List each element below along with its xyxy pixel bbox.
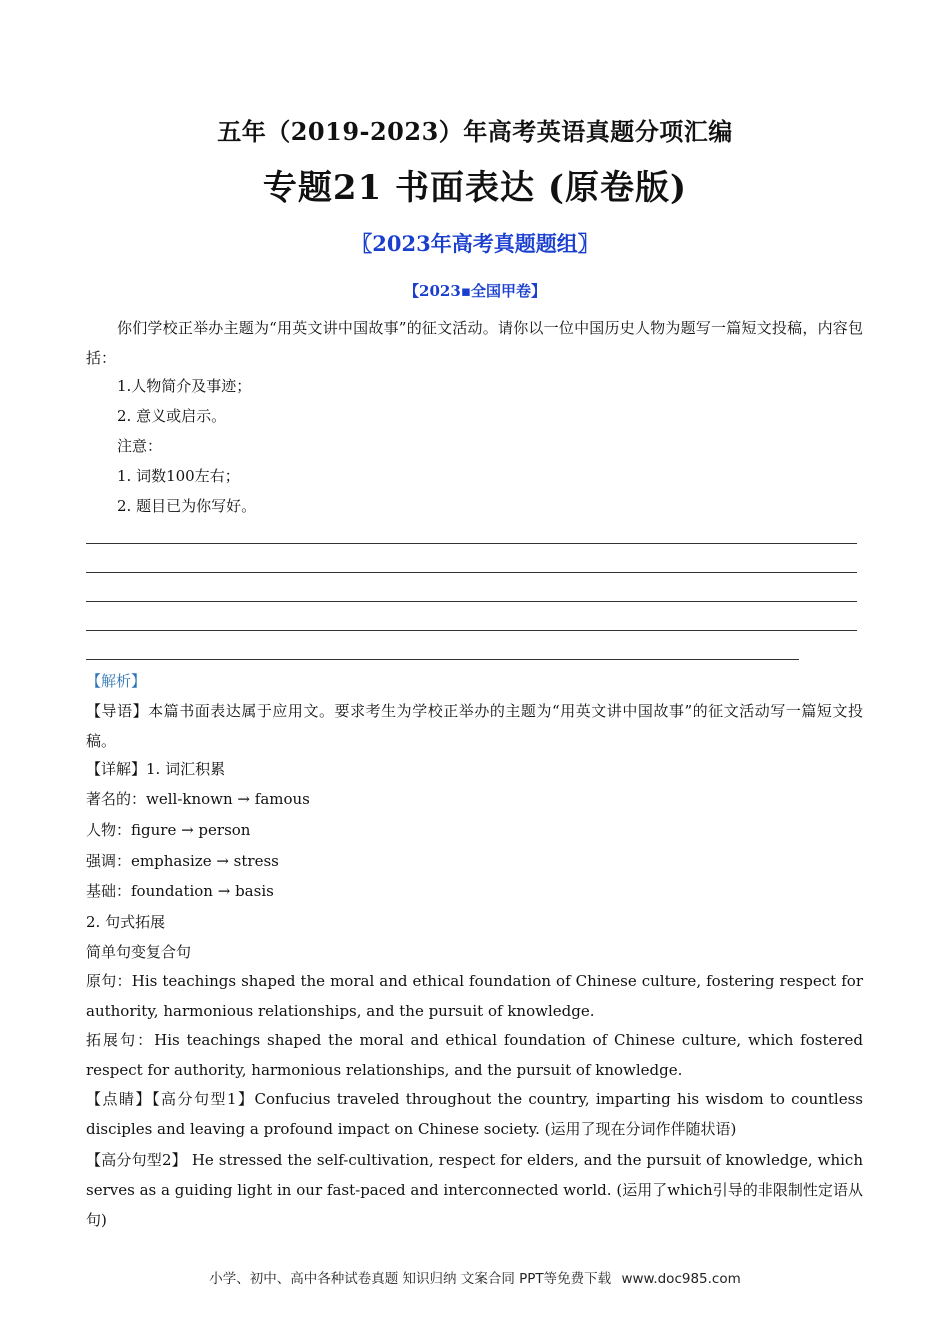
answer-line xyxy=(86,543,857,544)
original-sentence: 原句：His teachings shaped the moral and ethical foundation of Chinese culture, fostering respect for authority, harmonious relationships, and the pursuit of knowledge. xyxy=(86,972,863,1020)
sentence-expansion-heading: 2. 句式拓展 xyxy=(86,913,166,931)
vocab-item: 著名的：well-known → famous xyxy=(86,790,310,808)
prompt-note-item: 2. 题目已为你写好。 xyxy=(117,497,257,515)
footer-text: 小学、初中、高中各种试卷真题 知识归纳 文案合同 PPT等免费下载 xyxy=(209,1271,612,1287)
analysis-label: 【解析】 xyxy=(86,672,147,690)
answer-line xyxy=(86,659,799,660)
question-group-heading: 〖2023年高考真题题组〗 xyxy=(351,231,599,256)
prompt-item: 1.人物简介及事迹； xyxy=(117,377,252,395)
answer-line xyxy=(86,572,857,573)
document-title: 五年（2019-2023）年高考英语真题分项汇编 xyxy=(217,117,733,146)
prompt-intro: 你们学校正举办主题为“用英文讲中国故事”的征文活动。请你以一位中国历史人物为题写一篇短文投稿，内容包括： xyxy=(86,319,863,367)
vocab-item: 人物：figure → person xyxy=(86,821,251,839)
highlight-sentence-2: 【高分句型2】 He stressed the self-cultivation, respect for elders, and the pursuit of knowledge, which serves as a guiding light in our fast-paced and interconnected world. (运用了which引导的非限制性定语从句) xyxy=(86,1151,863,1229)
answer-line xyxy=(86,630,857,631)
document-subtitle: 专题21 书面表达 (原卷版) xyxy=(262,168,688,208)
sentence-expansion-subheading: 简单句变复合句 xyxy=(86,943,192,961)
analysis-intro: 【导语】本篇书面表达属于应用文。要求考生为学校正举办的主题为“用英文讲中国故事”的征文活动写一篇短文投稿。 xyxy=(86,702,863,750)
vocab-item: 基础：foundation → basis xyxy=(86,882,274,900)
prompt-item: 2. 意义或启示。 xyxy=(117,407,227,425)
vocab-item: 强调：emphasize → stress xyxy=(86,852,279,870)
page-footer xyxy=(0,1267,950,1287)
analysis-details-heading: 【详解】1. 词汇积累 xyxy=(86,760,226,778)
exam-source-label: 【2023▪全国甲卷】 xyxy=(404,282,546,300)
answer-line xyxy=(86,601,857,602)
extended-sentence: 拓展句：His teachings shaped the moral and ethical foundation of Chinese culture, which fostered respect for authority, harmonious relationships, and the pursuit of knowledge. xyxy=(86,1031,863,1079)
highlight-sentence-1: 【点睛】【高分句型1】Confucius traveled throughout the country, imparting his wisdom to countless disciples and leaving a profound impact on Chinese society. (运用了现在分词作伴随状语) xyxy=(86,1090,863,1138)
prompt-note-item: 1. 词数100左右； xyxy=(117,467,240,485)
prompt-note-label: 注意： xyxy=(117,437,163,455)
footer-website-link[interactable]: www.doc985.com xyxy=(621,1271,741,1287)
